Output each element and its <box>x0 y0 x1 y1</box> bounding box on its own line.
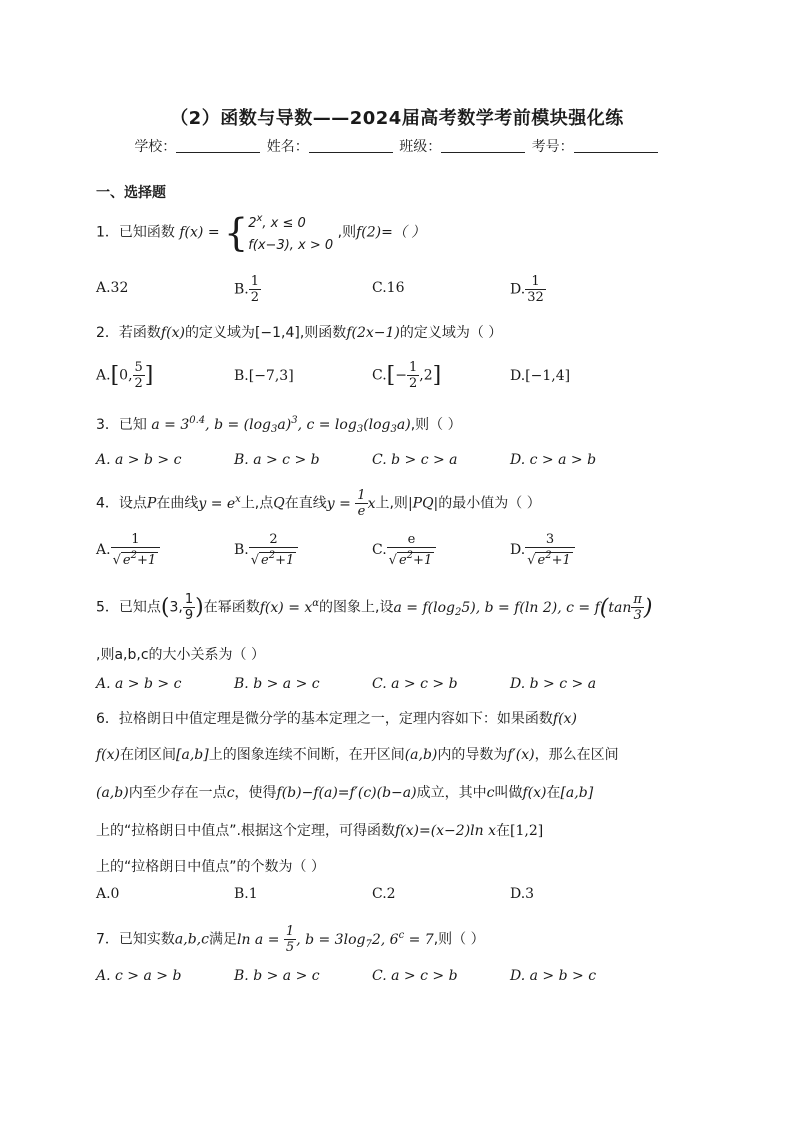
q3-option-a[interactable]: A. a > b > c <box>96 452 182 468</box>
q2-text-c: ,则函数 <box>299 325 347 341</box>
q6-l3a: 内至少存在一点 <box>128 785 227 801</box>
question-5: 5．已知点(3, $\frac{1}{9}$ )在幂函数$f(x) = x^\alpha$的图象上,设$a = f(\log_25)$, b = f(ln 2), c = f(tan $\frac{\pi}{3}$ ) <box>96 592 653 623</box>
q3-option-b[interactable]: B. a > c > b <box>234 452 320 468</box>
q2-option-d[interactable]: D.[−1,4] <box>510 368 571 384</box>
question-1 <box>96 208 425 257</box>
q4-text-d: 在直线 <box>284 495 327 512</box>
q7-option-d[interactable]: D. a > b > c <box>510 968 597 984</box>
q3-text-a: 3．已知 <box>96 417 147 433</box>
q7-text-a: 7．已知实数 <box>96 931 175 948</box>
q4-text-b: 在曲线 <box>156 495 199 512</box>
q3-expr: $a = 3^{0.4}$, $b = (\log_3a)^3$, $c = \log_3(\log_3a)$ <box>151 415 411 435</box>
q1-pieces: 2$^x$, x ≤ 0 f(x−3), x > 0 <box>248 213 334 253</box>
q6-line-4: 上的“拉格朗日中值点”.根据这个定理，可得函数f(x)=(x−2)ln x在[1,2] <box>96 823 544 839</box>
page-title: （2）函数与导数——2024届高考数学考前模块强化练 <box>170 108 624 129</box>
q1-option-b-label: B. <box>234 281 249 298</box>
q2-option-a[interactable]: A.[0, $\frac{5}{2}$ ] <box>96 360 154 391</box>
question-4 <box>96 488 541 519</box>
q4-line: y = $\frac{1}{e}$ x <box>326 488 376 519</box>
q6-option-d[interactable]: D.3 <box>510 886 535 902</box>
q3-option-d[interactable]: D. c > a > b <box>510 452 597 468</box>
q1-option-a[interactable]: A.32 <box>96 280 129 296</box>
q4-curve: $y = e^x$ <box>198 493 241 512</box>
q4-option-a-label: A. <box>96 542 111 558</box>
q2-text-b: 的定义域为 <box>184 325 255 341</box>
q6-l3d: 叫做 <box>494 785 523 801</box>
q2-fx: f(x) <box>160 325 185 341</box>
q6-l4b: 在 <box>496 823 510 839</box>
q4-text-f: 的最小值为（ ） <box>438 495 541 512</box>
q5-option-c[interactable]: C. a > c > b <box>372 676 458 692</box>
school-label: 学校： <box>134 139 177 155</box>
name-blank[interactable] <box>309 138 393 153</box>
q2-option-b[interactable]: B.[−7,3] <box>234 368 294 384</box>
q1-text: 1．已知函数 <box>96 224 175 241</box>
q6-option-b[interactable]: B.1 <box>234 886 258 902</box>
q5-text-b: 在幂函数 <box>203 599 260 616</box>
q7-option-b[interactable]: B. b > a > c <box>234 968 320 984</box>
q2-text-d: 的定义域为（ ） <box>399 325 503 341</box>
q4-point-q: Q <box>273 495 285 512</box>
q3-text-b: ,则（ ） <box>410 417 462 433</box>
q1-text-end: ,则 <box>337 224 357 241</box>
q5-power-func: $f(x) = x^\alpha$ <box>259 597 320 616</box>
q4-point-p: P <box>146 495 157 512</box>
q1-fx: f(2)=（ ） <box>356 224 426 241</box>
q7-option-a[interactable]: A. c > a > b <box>96 968 182 984</box>
school-blank[interactable] <box>176 138 260 153</box>
q4-text-e: 上,则 <box>375 495 408 512</box>
q2-f2x: f(2x−1) <box>346 325 400 341</box>
q5-defs: $a = f(\log_25)$, b = f(ln 2), c = f(tan $\frac{\pi}{3}$ ) <box>393 592 653 623</box>
q6-l2a: 在闭区间 <box>120 747 177 763</box>
q5-option-d[interactable]: D. b > c > a <box>510 676 597 692</box>
q6-l3e: 在 <box>546 785 561 801</box>
q5-option-a[interactable]: A. a > b > c <box>96 676 182 692</box>
number-blank[interactable] <box>574 138 658 153</box>
q1-option-d[interactable]: D. $\frac{1}{32}$ <box>510 274 544 305</box>
q4-option-a[interactable]: A. $\frac{1}{√ e^2+1}$ <box>96 532 160 568</box>
q6-option-c[interactable]: C.2 <box>372 886 396 902</box>
q7-option-c[interactable]: C. a > c > b <box>372 968 458 984</box>
q4-option-d-label: D. <box>510 542 526 558</box>
number-label: 考号： <box>531 139 574 155</box>
q6-l2b: 上的图象连续不间断，在开区间 <box>208 747 405 763</box>
q6-option-a[interactable]: A.0 <box>96 886 120 902</box>
q4-text-a: 4．设点 <box>96 495 147 512</box>
q5-text-c: 的图象上,设 <box>319 599 394 616</box>
q6-l3b: ，使得 <box>234 785 277 801</box>
q6-line-3: (a,b)内至少存在一点c，使得f(b)−f(a)=f′(c)(b−a)成立，其中c叫做f(x)在[a,b] <box>96 785 594 801</box>
q6-l2d: ，那么在区间 <box>534 747 619 763</box>
q4-option-b[interactable]: B. $\frac{2}{√ e^2+1}$ <box>234 532 298 568</box>
q1-option-b[interactable]: B. $\frac{1}{2}$ <box>234 274 260 305</box>
question-3 <box>96 414 462 435</box>
question-7 <box>96 924 485 955</box>
q1-option-c[interactable]: C.16 <box>372 280 405 296</box>
q2-option-c-label: C. <box>372 367 387 384</box>
class-blank[interactable] <box>441 138 525 153</box>
q5-text-a: 5．已知点 <box>96 599 161 616</box>
q1-brace: { <box>224 210 249 255</box>
q2-option-c[interactable]: C.[− $\frac{1}{2}$ ,2] <box>372 360 442 391</box>
q6-line-1: 6．拉格朗日中值定理是微分学的基本定理之一，定理内容如下：如果函数f(x) <box>96 711 577 727</box>
q6-l1-text: 6．拉格朗日中值定理是微分学的基本定理之一，定理内容如下：如果函数 <box>96 711 553 727</box>
q3-option-c[interactable]: C. b > c > a <box>372 452 458 468</box>
q7-text-c: ,则（ ） <box>433 931 485 948</box>
q4-option-c[interactable]: C. $\frac{e}{√ e^2+1}$ <box>372 532 436 568</box>
q2-domain: [−1,4] <box>254 325 300 341</box>
question-2 <box>96 322 502 342</box>
q2-option-a-label: A. <box>96 367 111 384</box>
q2-text-a: 2．若函数 <box>96 325 161 341</box>
q1-option-d-label: D. <box>510 281 526 298</box>
q1-func: f(x) = <box>179 224 220 241</box>
q4-pq: |PQ| <box>407 495 439 512</box>
q5-option-b[interactable]: B. b > a > c <box>234 676 320 692</box>
q6-line-2: f(x)在闭区间[a,b]上的图象连续不间断，在开区间(a,b)内的导数为f′(x)，那么在区间 <box>96 747 619 763</box>
q7-text-b: 满足 <box>208 931 237 948</box>
q6-l2c: 内的导数为 <box>437 747 508 763</box>
q6-line-5: 上的“拉格朗日中值点”的个数为（ ） <box>96 859 325 875</box>
section-heading: 一、选择题 <box>96 185 166 201</box>
q4-option-d[interactable]: D. $\frac{3}{√ e^2+1}$ <box>510 532 575 568</box>
q6-l3c: 成立，其中 <box>416 785 487 801</box>
q4-option-c-label: C. <box>372 542 387 558</box>
q6-l4a: 上的“拉格朗日中值点”.根据这个定理，可得函数 <box>96 823 395 839</box>
name-label: 姓名： <box>266 139 309 155</box>
q7-vars: a,b,c <box>174 931 209 948</box>
q4-text-c: 上,点 <box>240 495 274 512</box>
q7-conds: ln a = $\frac{1}{5}$ , $b = 3\log_72$, $6^c = 7$ <box>236 924 434 955</box>
student-info-line <box>0 136 794 156</box>
q4-option-b-label: B. <box>234 542 249 558</box>
q5-line-2: ,则a,b,c的大小关系为（ ） <box>96 647 265 663</box>
class-label: 班级： <box>399 139 442 155</box>
